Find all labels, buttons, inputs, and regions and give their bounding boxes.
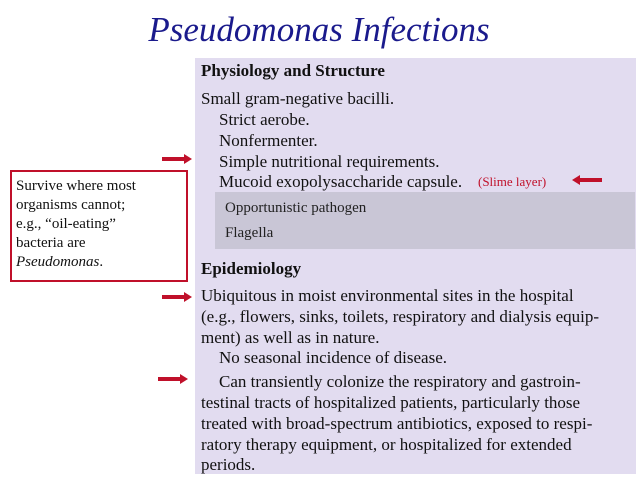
- heading-physiology: Physiology and Structure: [201, 61, 385, 80]
- text-line: periods.: [201, 455, 256, 474]
- callout-line: organisms cannot;: [16, 197, 126, 213]
- textbook-excerpt: [195, 58, 636, 474]
- arrow-right-icon: [160, 153, 194, 165]
- text-line: (e.g., flowers, sinks, toilets, respiratory and dialysis equip-: [201, 307, 600, 326]
- text-line: ratory therapy equipment, or hospitalized for extended: [201, 435, 572, 454]
- overlay-item-opportunistic: Opportunistic pathogen: [225, 200, 367, 216]
- callout-italic-word: Pseudomonas: [16, 254, 100, 270]
- callout-box: [10, 170, 188, 282]
- text-line: Small gram-negative bacilli.: [201, 89, 395, 108]
- text-line: Can transiently colonize the respiratory and gastroin-: [219, 372, 581, 391]
- text-line: Strict aerobe.: [219, 110, 310, 129]
- callout-line: Survive where most: [16, 178, 136, 194]
- text-line: ment) as well as in nature.: [201, 328, 380, 347]
- callout-period: .: [99, 254, 104, 270]
- arrow-right-icon: [160, 291, 194, 303]
- callout-line: bacteria are: [16, 235, 86, 251]
- text-line: Nonfermenter.: [219, 131, 318, 150]
- overlay-box: [215, 192, 635, 249]
- callout-line: e.g., “oil-eating”: [16, 216, 116, 232]
- text-line: Mucoid exopolysaccharide capsule.: [219, 172, 463, 191]
- callout-line: [16, 253, 186, 272]
- arrow-right-icon: [156, 373, 190, 385]
- slime-layer-note: (Slime layer): [478, 174, 547, 189]
- heading-epidemiology: Epidemiology: [201, 259, 302, 278]
- text-line: treated with broad-spectrum antibiotics, exposed to respi-: [201, 414, 593, 433]
- arrow-left-icon: [570, 174, 604, 186]
- text-line: testinal tracts of hospitalized patients, particularly those: [201, 393, 581, 412]
- text-line: Ubiquitous in moist environmental sites in the hospital: [201, 286, 574, 305]
- slide-title: Pseudomonas Infections: [148, 10, 490, 49]
- text-line: Simple nutritional requirements.: [219, 152, 440, 171]
- overlay-item-flagella: Flagella: [225, 225, 274, 241]
- text-line: No seasonal incidence of disease.: [219, 348, 447, 367]
